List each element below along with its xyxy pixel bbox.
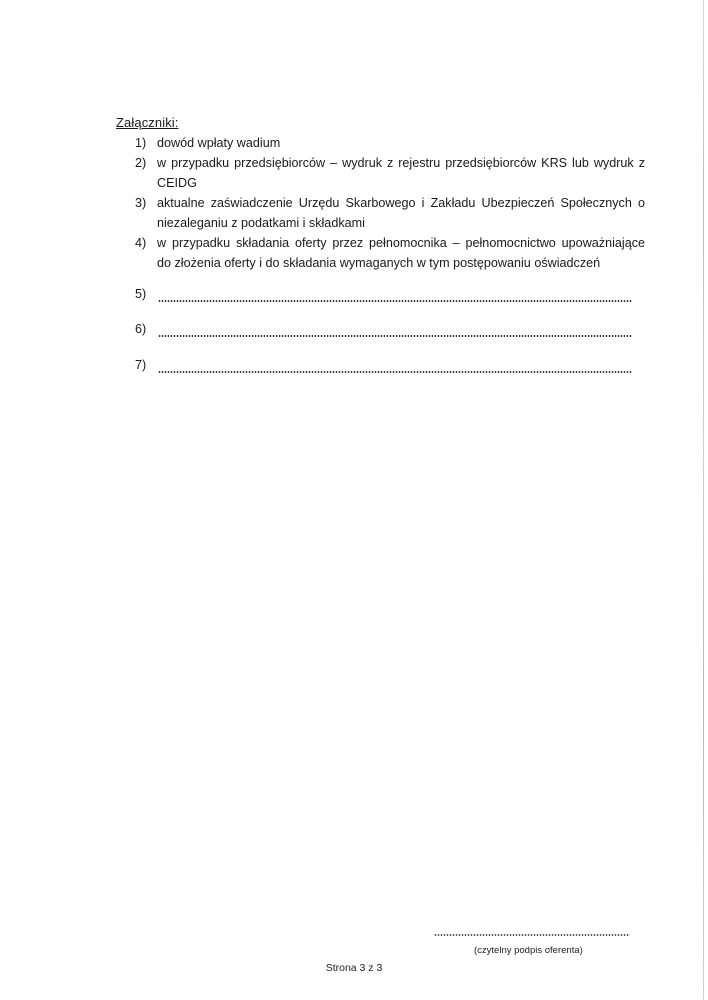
signature-label: (czytelny podpis oferenta)	[474, 945, 583, 956]
attachments-heading: Załączniki:	[116, 115, 179, 130]
scan-edge-line	[703, 0, 704, 1000]
item-number: 2)	[135, 156, 147, 170]
attachment-item-5	[116, 287, 646, 307]
dotted-fill-line	[158, 335, 632, 337]
item-number: 4)	[135, 236, 147, 250]
signature-line	[434, 934, 630, 936]
item-line: dowód wpłaty wadium	[157, 136, 281, 150]
item-line: niezaleganiu z podatkami i składkami	[157, 216, 365, 230]
item-text	[157, 153, 645, 193]
item-number: 7)	[135, 358, 147, 372]
item-text	[157, 193, 645, 233]
page-number: Strona 3 z 3	[325, 962, 383, 974]
item-line: w przypadku składania oferty przez pełnomocnika – pełnomocnictwo upoważniające	[157, 236, 645, 250]
item-number: 5)	[135, 287, 147, 301]
item-line: w przypadku przedsiębiorców – wydruk z rejestru przedsiębiorców KRS lub wydruk z	[157, 156, 645, 170]
dotted-fill-line	[158, 371, 632, 373]
item-number: 6)	[135, 322, 147, 336]
item-text	[157, 233, 645, 273]
dotted-fill-line	[158, 300, 632, 302]
item-line: do złożenia oferty i do składania wymaganych w tym postępowaniu oświadczeń	[157, 256, 601, 270]
item-number: 1)	[135, 136, 147, 150]
item-line: aktualne zaświadczenie Urzędu Skarbowego i Zakładu Ubezpieczeń Społecznych o	[157, 196, 645, 210]
attachment-item-6	[116, 322, 646, 342]
attachment-item-7	[116, 358, 646, 378]
item-line: CEIDG	[157, 176, 197, 190]
item-number: 3)	[135, 196, 147, 210]
item-text	[157, 133, 645, 153]
